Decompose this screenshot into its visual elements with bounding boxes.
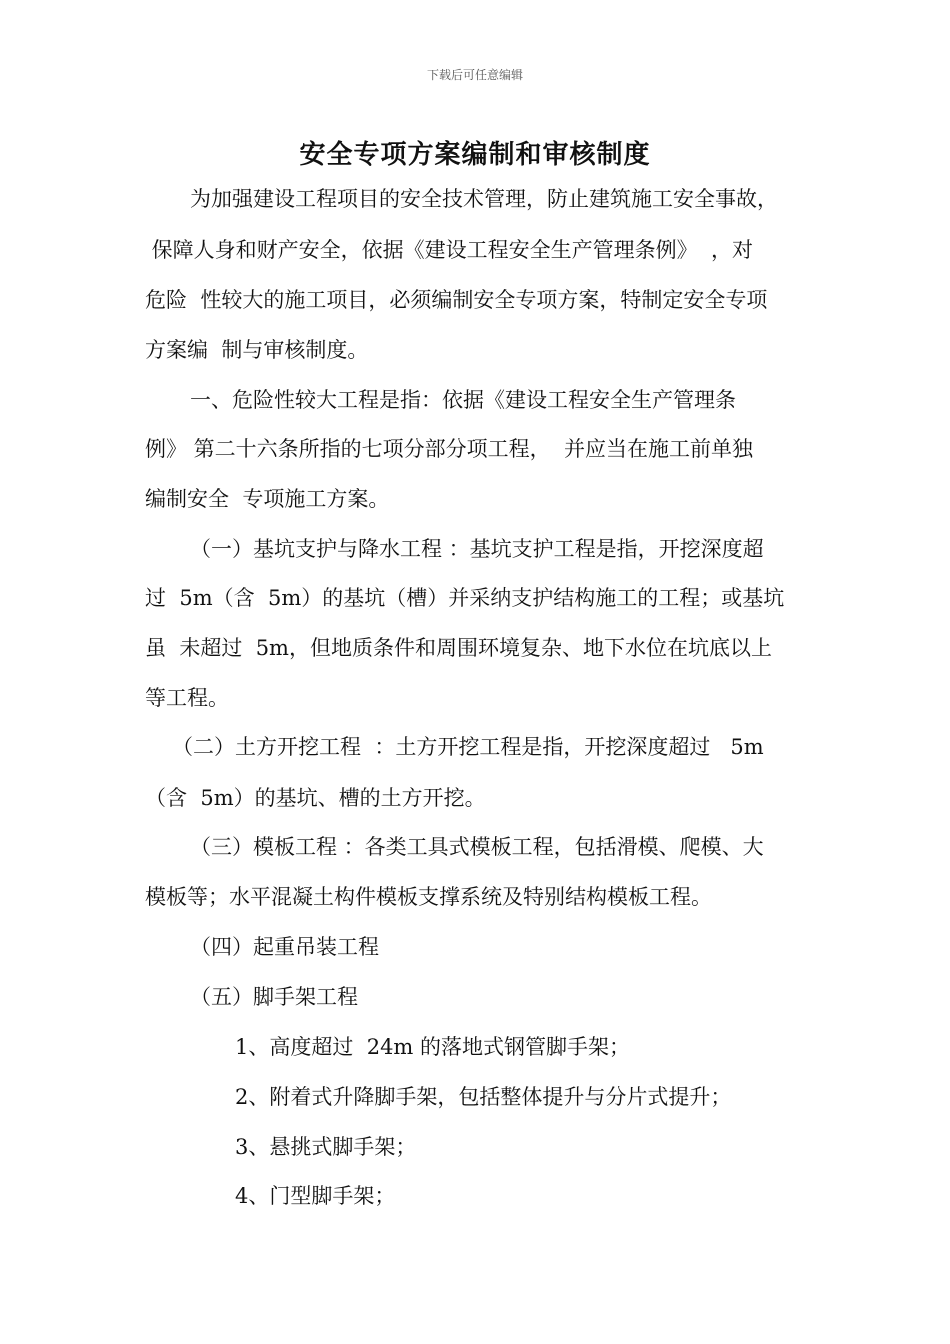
section-heading: （四）起重吊装工程 — [190, 935, 379, 959]
paragraph-line: （三）模板工程 ：各类工具式模板工程，包括滑模、爬模、大 — [190, 835, 764, 859]
list-item: 1、高度超过 24m 的落地式钢管脚手架； — [235, 1035, 631, 1059]
paragraph-line: 为加强建设工程项目的安全技术管理，防止建筑施工安全事故， — [190, 187, 778, 211]
paragraph-line: （含 5m）的基坑、槽的土方开挖。 — [145, 786, 486, 810]
section-heading: （五）脚手架工程 — [190, 985, 358, 1009]
paragraph-line: 虽 未超过 5m，但地质条件和周围环境复杂、地下水位在坑底以上 — [145, 636, 772, 660]
paragraph-line: 保障人身和财产安全，依据《建设工程安全生产管理条例》 ，对 — [145, 238, 754, 262]
paragraph-line: 例》 第二十六条所指的七项分部分项工程， 并应当在施工前单独 — [145, 437, 754, 461]
paragraph-line: 过 5m（含 5m）的基坑（槽）并采纳支护结构施工的工程；或基坑 — [145, 586, 785, 610]
document-title: 安全专项方案编制和审核制度 — [299, 140, 651, 170]
list-item: 2、附着式升降脚手架，包括整体提升与分片式提升； — [235, 1085, 732, 1109]
paragraph-line: 一、危险性较大工程是指：依据《建设工程安全生产管理条 — [190, 388, 736, 412]
page-header: 下载后可任意编辑 — [426, 68, 523, 82]
list-item: 3、悬挑式脚手架； — [235, 1135, 417, 1159]
paragraph-line: 模板等；水平混凝土构件模板支撑系统及特别结构模板工程。 — [145, 885, 712, 909]
paragraph-line: 编制安全 专项施工方案。 — [145, 487, 390, 511]
paragraph-line: 方案编 制与审核制度。 — [145, 338, 369, 362]
paragraph-line: （二）土方开挖工程 ：土方开挖工程是指，开挖深度超过 5m — [172, 735, 764, 759]
paragraph-line: 等工程。 — [145, 686, 229, 710]
list-item: 4、门型脚手架； — [235, 1184, 396, 1208]
paragraph-line: 危险 性较大的施工项目，必须编制安全专项方案，特制定安全专项 — [145, 288, 768, 312]
paragraph-line: （一）基坑支护与降水工程 ：基坑支护工程是指，开挖深度超 — [190, 537, 764, 561]
